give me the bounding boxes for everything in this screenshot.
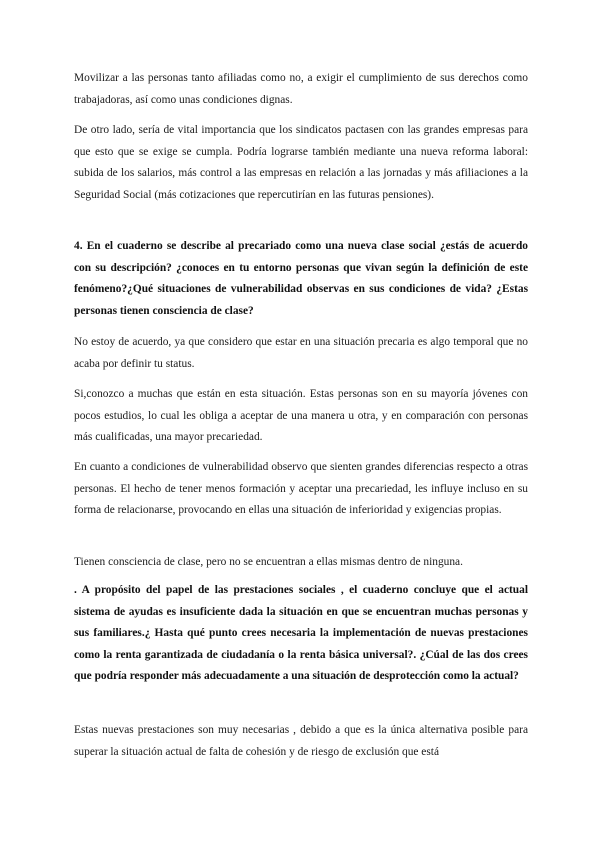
- paragraph-vulnerability: En cuanto a condiciones de vulnerabilidad observo que sienten grandes diferencias respecto a otras personas. El hecho de tener menos formación y aceptar una precariedad, les influye incluso en su forma de relacionarse, provocando en ellas una situación de inferioridad y exigencias propias.: [74, 461, 528, 517]
- paragraph-class-consciousness: Tienen consciencia de clase, pero no se encuentran a ellas mismas dentro de ninguna.: [74, 556, 463, 568]
- question-4: 4. En el cuaderno se describe al precariado como una nueva clase social ¿estás de acuerdo con su descripción? ¿conoces en tu entorno personas que vivan según la definición de este fenómeno?¿Qué situaciones de vulnerabilidad observas en sus condiciones de vida? ¿Estas personas tienen consciencia de clase?: [74, 240, 528, 317]
- paragraph-disagree: No estoy de acuerdo, ya que considero que estar en una situación precaria es algo temporal que no acaba por definir tu status.: [74, 336, 528, 370]
- paragraph-new-benefits: Estas nuevas prestaciones son muy necesarias , debido a que es la única alternativa posible para superar la situación actual de falta de cohesión y de riesgo de exclusión que está: [74, 724, 528, 758]
- paragraph-unions: De otro lado, sería de vital importancia que los sindicatos pactasen con las grandes empresas para que esto que se exige se cumpla. Podría lograrse también mediante una nueva reforma laboral: subida de los salarios, más control a las empresas en relación a las jornadas y más afiliaciones a la Seguridad Social (más cotizaciones que repercutirían en las futuras pensiones).: [74, 124, 528, 201]
- paragraph-mobilize: Movilizar a las personas tanto afiliadas como no, a exigir el cumplimiento de sus derechos como trabajadoras, así como unas condiciones dignas.: [74, 72, 528, 106]
- question-5: . A propósito del papel de las prestaciones sociales , el cuaderno concluye que el actual sistema de ayudas es insuficiente dada la situación en que se encuentran muchas personas y sus familiares.¿ Hasta qué punto crees necesaria la implementación de nuevas prestaciones como la renta garantizada de ciudadanía o la renta básica universal?. ¿Cúal de las dos crees que podría responder más adecuadamente a una situación de desprotección como la actual?: [74, 584, 528, 683]
- paragraph-know-people: Si,conozco a muchas que están en esta situación. Estas personas son en su mayoría jóvenes con pocos estudios, lo cual les obliga a aceptar de una manera u otra, y en comparación con personas más cualificadas, una mayor precariedad.: [74, 388, 528, 444]
